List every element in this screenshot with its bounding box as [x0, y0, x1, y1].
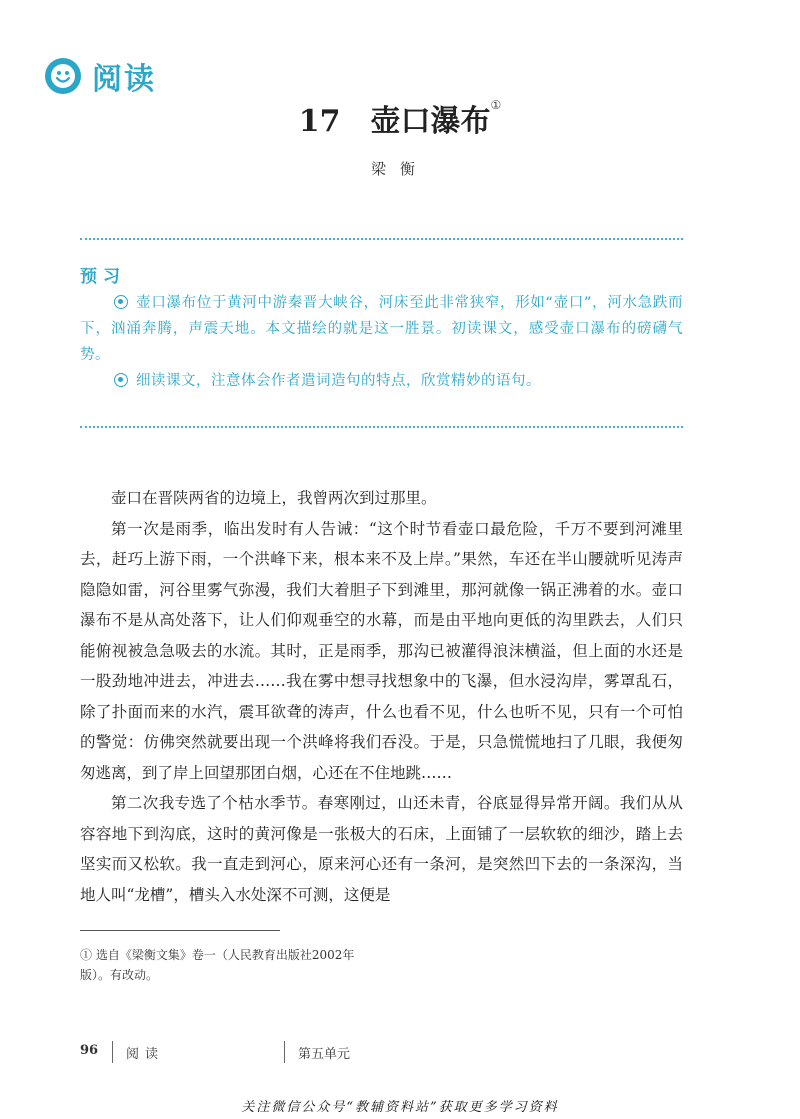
section-header — [44, 54, 156, 98]
bottom-note: 关注微信公众号“教辅资料站”获取更多学习资料 — [241, 1100, 559, 1115]
divider-top — [80, 238, 683, 240]
preview-item — [80, 368, 683, 394]
circle-bullet-icon — [114, 295, 128, 309]
page-footer — [80, 1043, 700, 1065]
footer-divider — [112, 1041, 113, 1063]
preview-title: 预习 — [80, 267, 126, 287]
lesson-title-text: 壶口瀑布 — [370, 104, 491, 139]
unit-label: 第五单元 — [298, 1047, 351, 1062]
body-text — [80, 483, 683, 910]
preview-item-text: 细读课文，注意体会作者遣词造句的特点，欣赏精妙的语句。 — [136, 373, 541, 389]
page-number: 96 — [80, 1043, 99, 1058]
author: 梁衡 — [370, 160, 429, 178]
preview-item-text: 壶口瀑布位于黄河中游秦晋大峡谷，河床至此非常狭窄，形如“壶口”，河水急跌而下，汹涌奔腾，声震天地。本文描绘的就是这一胜景。初读课文，感受壶口瀑布的磅礴气势。 — [80, 295, 683, 363]
section-title: 阅读 — [92, 62, 156, 97]
paragraph: 第一次是雨季，临出发时有人告诫：“这个时节看壶口最危险，千万不要到河滩里去，赶巧上游下雨，一个洪峰下来，根本来不及上岸。”果然，车还在半山腰就听见涛声隐隐如雷，河谷里雾气弥漫，我们大着胆子下到滩里，那河就像一锅正沸着的水。壶口瀑布不是从高处落下，让人们仰观垂空的水幕，而是由平地向更低的沟里跌去，人们只能俯视被急急吸去的水流。其时，正是雨季，那沟已被灌得浪沫横溢，但上面的水还是一股劲地冲进去，冲进去……我在雾中想寻找想象中的飞瀑，但水浸沟岸，雾罩乱石，除了扑面而来的水汽，震耳欲聋的涛声，什么也看不见，什么也听不见，只有一个可怕的警觉：仿佛突然就要出现一个洪峰将我们吞没。于是，只急慌慌地扫了几眼，我便匆匆逃离，到了岸上回望那团白烟，心还在不住地跳…… — [80, 519, 683, 782]
footer-divider — [284, 1041, 285, 1063]
paragraph: 壶口在晋陕两省的边境上，我曾两次到过那里。 — [111, 489, 437, 507]
lesson-title — [0, 96, 800, 140]
divider-bottom — [80, 426, 683, 428]
smiley-icon — [44, 57, 82, 95]
footnote: ① 选自《梁衡文集》卷一（人民教育出版社2002年版）。有改动。 — [80, 948, 355, 982]
footnote-marker[interactable]: ① — [490, 98, 502, 112]
footnote-rule — [80, 930, 280, 931]
preview-item — [80, 290, 683, 368]
footer-section: 阅读 — [126, 1047, 165, 1062]
lesson-number: 17 — [298, 104, 341, 139]
paragraph: 第二次我专选了个枯水季节。春寒刚过，山还未青，谷底显得异常开阔。我们从从容容地下到沟底，这时的黄河像是一张极大的石床，上面铺了一层软软的细沙，踏上去坚实而又松软。我一直走到河心，原来河心还有一条河，是突然凹下去的一条深沟，当地人叫“龙槽”，槽头入水处深不可测，这便是 — [80, 794, 683, 904]
circle-bullet-icon — [114, 373, 128, 387]
